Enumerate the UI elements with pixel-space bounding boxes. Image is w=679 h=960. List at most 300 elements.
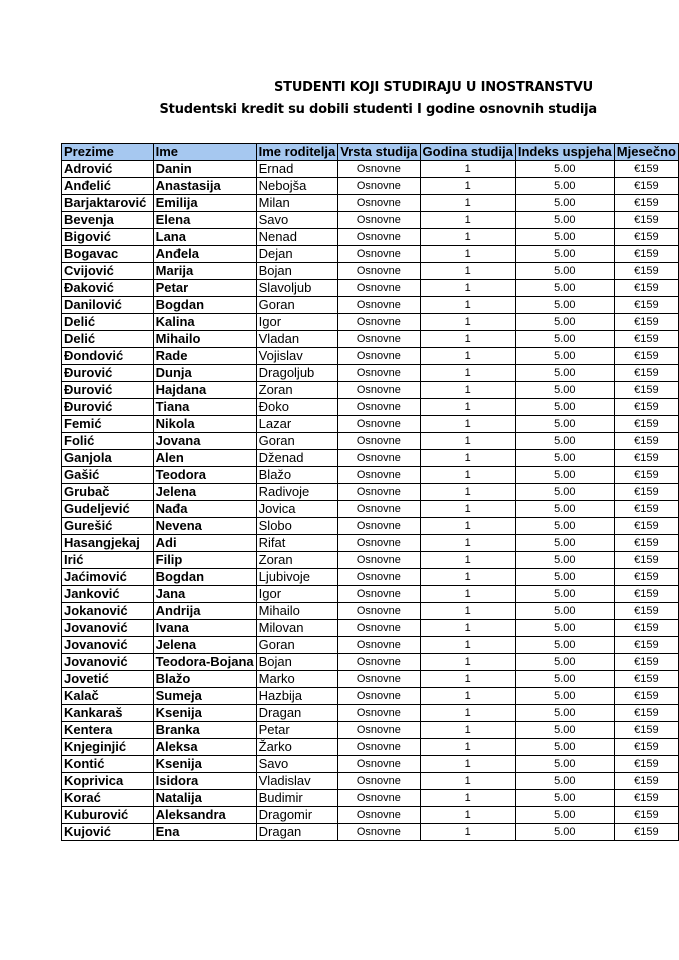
cell-ime: Aleksandra	[153, 807, 256, 824]
table-row	[62, 552, 679, 569]
table-row	[62, 807, 679, 824]
cell-prezime: Grubač	[62, 484, 154, 501]
cell-indeks-uspjeha: 5.00	[515, 314, 614, 331]
cell-vrsta-studija: Osnovne	[338, 229, 420, 246]
cell-mjesecno: €159	[614, 569, 678, 586]
cell-ime-roditelja: Ljubivoje	[256, 569, 338, 586]
cell-godina-studija: 1	[420, 467, 515, 484]
table-row	[62, 824, 679, 841]
cell-indeks-uspjeha: 5.00	[515, 161, 614, 178]
cell-godina-studija: 1	[420, 790, 515, 807]
cell-mjesecno: €159	[614, 331, 678, 348]
cell-ime: Dunja	[153, 365, 256, 382]
cell-ime: Isidora	[153, 773, 256, 790]
cell-mjesecno: €159	[614, 688, 678, 705]
cell-prezime: Đaković	[62, 280, 154, 297]
cell-ime-roditelja: Marko	[256, 671, 338, 688]
cell-prezime: Jovetić	[62, 671, 154, 688]
cell-mjesecno: €159	[614, 722, 678, 739]
cell-ime-roditelja: Milovan	[256, 620, 338, 637]
table-row	[62, 467, 679, 484]
cell-indeks-uspjeha: 5.00	[515, 433, 614, 450]
cell-mjesecno: €159	[614, 348, 678, 365]
cell-vrsta-studija: Osnovne	[338, 722, 420, 739]
table-row	[62, 484, 679, 501]
cell-ime-roditelja: Goran	[256, 433, 338, 450]
table-row	[62, 212, 679, 229]
cell-indeks-uspjeha: 5.00	[515, 790, 614, 807]
cell-vrsta-studija: Osnovne	[338, 807, 420, 824]
cell-ime-roditelja: Nenad	[256, 229, 338, 246]
cell-ime: Danin	[153, 161, 256, 178]
cell-ime: Lana	[153, 229, 256, 246]
cell-vrsta-studija: Osnovne	[338, 416, 420, 433]
cell-ime: Sumeja	[153, 688, 256, 705]
table-row	[62, 705, 679, 722]
cell-godina-studija: 1	[420, 365, 515, 382]
cell-indeks-uspjeha: 5.00	[515, 637, 614, 654]
cell-ime: Andrija	[153, 603, 256, 620]
cell-indeks-uspjeha: 5.00	[515, 280, 614, 297]
cell-indeks-uspjeha: 5.00	[515, 212, 614, 229]
cell-godina-studija: 1	[420, 518, 515, 535]
cell-ime: Ena	[153, 824, 256, 841]
cell-prezime: Jokanović	[62, 603, 154, 620]
cell-vrsta-studija: Osnovne	[338, 501, 420, 518]
cell-prezime: Kalač	[62, 688, 154, 705]
cell-ime-roditelja: Savo	[256, 756, 338, 773]
cell-godina-studija: 1	[420, 314, 515, 331]
cell-mjesecno: €159	[614, 552, 678, 569]
table-header-row	[62, 144, 679, 161]
cell-ime-roditelja: Bojan	[256, 654, 338, 671]
cell-godina-studija: 1	[420, 620, 515, 637]
cell-vrsta-studija: Osnovne	[338, 705, 420, 722]
document-subtitle: Studentski kredit su dobili studenti I godine osnovnih studija	[159, 102, 597, 117]
cell-prezime: Janković	[62, 586, 154, 603]
cell-godina-studija: 1	[420, 586, 515, 603]
table-row	[62, 178, 679, 195]
cell-ime: Bogdan	[153, 569, 256, 586]
cell-mjesecno: €159	[614, 807, 678, 824]
cell-indeks-uspjeha: 5.00	[515, 773, 614, 790]
students-table	[61, 143, 679, 841]
cell-vrsta-studija: Osnovne	[338, 518, 420, 535]
cell-mjesecno: €159	[614, 433, 678, 450]
cell-mjesecno: €159	[614, 416, 678, 433]
cell-mjesecno: €159	[614, 229, 678, 246]
column-header-vrsta-studija: Vrsta studija	[338, 144, 420, 161]
cell-vrsta-studija: Osnovne	[338, 535, 420, 552]
cell-godina-studija: 1	[420, 297, 515, 314]
cell-mjesecno: €159	[614, 365, 678, 382]
cell-mjesecno: €159	[614, 586, 678, 603]
table-row	[62, 722, 679, 739]
cell-ime: Ksenija	[153, 705, 256, 722]
cell-vrsta-studija: Osnovne	[338, 161, 420, 178]
cell-prezime: Hasangjekaj	[62, 535, 154, 552]
cell-vrsta-studija: Osnovne	[338, 399, 420, 416]
table-row	[62, 263, 679, 280]
cell-indeks-uspjeha: 5.00	[515, 688, 614, 705]
cell-ime-roditelja: Nebojša	[256, 178, 338, 195]
cell-mjesecno: €159	[614, 195, 678, 212]
cell-prezime: Đurović	[62, 399, 154, 416]
table-row	[62, 450, 679, 467]
cell-prezime: Jovanović	[62, 654, 154, 671]
document-title: STUDENTI KOJI STUDIRAJU U INOSTRANSTVU	[274, 80, 593, 95]
cell-mjesecno: €159	[614, 603, 678, 620]
cell-prezime: Delić	[62, 331, 154, 348]
table-row	[62, 756, 679, 773]
cell-vrsta-studija: Osnovne	[338, 382, 420, 399]
cell-ime-roditelja: Dragan	[256, 824, 338, 841]
cell-mjesecno: €159	[614, 212, 678, 229]
table-row	[62, 501, 679, 518]
cell-mjesecno: €159	[614, 790, 678, 807]
cell-godina-studija: 1	[420, 569, 515, 586]
cell-vrsta-studija: Osnovne	[338, 178, 420, 195]
column-header-godina-studija: Godina studija	[420, 144, 515, 161]
cell-vrsta-studija: Osnovne	[338, 195, 420, 212]
table-row	[62, 586, 679, 603]
column-header-ime: Ime	[153, 144, 256, 161]
cell-ime: Anastasija	[153, 178, 256, 195]
cell-prezime: Ganjola	[62, 450, 154, 467]
cell-ime: Jana	[153, 586, 256, 603]
column-header-prezime: Prezime	[62, 144, 154, 161]
cell-indeks-uspjeha: 5.00	[515, 467, 614, 484]
cell-godina-studija: 1	[420, 773, 515, 790]
cell-vrsta-studija: Osnovne	[338, 467, 420, 484]
cell-ime: Rade	[153, 348, 256, 365]
cell-godina-studija: 1	[420, 671, 515, 688]
cell-ime: Aleksa	[153, 739, 256, 756]
table-row	[62, 229, 679, 246]
cell-godina-studija: 1	[420, 824, 515, 841]
cell-vrsta-studija: Osnovne	[338, 297, 420, 314]
cell-ime-roditelja: Zoran	[256, 552, 338, 569]
cell-vrsta-studija: Osnovne	[338, 654, 420, 671]
table-row	[62, 535, 679, 552]
cell-prezime: Knjeginjić	[62, 739, 154, 756]
cell-godina-studija: 1	[420, 552, 515, 569]
cell-ime-roditelja: Dženad	[256, 450, 338, 467]
cell-indeks-uspjeha: 5.00	[515, 365, 614, 382]
cell-ime-roditelja: Dragoljub	[256, 365, 338, 382]
cell-godina-studija: 1	[420, 161, 515, 178]
cell-ime: Jelena	[153, 637, 256, 654]
cell-mjesecno: €159	[614, 739, 678, 756]
cell-godina-studija: 1	[420, 433, 515, 450]
cell-indeks-uspjeha: 5.00	[515, 807, 614, 824]
cell-godina-studija: 1	[420, 603, 515, 620]
cell-godina-studija: 1	[420, 484, 515, 501]
cell-prezime: Kankaraš	[62, 705, 154, 722]
cell-mjesecno: €159	[614, 620, 678, 637]
cell-vrsta-studija: Osnovne	[338, 824, 420, 841]
cell-ime-roditelja: Igor	[256, 586, 338, 603]
cell-mjesecno: €159	[614, 246, 678, 263]
cell-vrsta-studija: Osnovne	[338, 484, 420, 501]
cell-ime: Branka	[153, 722, 256, 739]
cell-vrsta-studija: Osnovne	[338, 365, 420, 382]
cell-prezime: Korać	[62, 790, 154, 807]
cell-godina-studija: 1	[420, 722, 515, 739]
cell-godina-studija: 1	[420, 399, 515, 416]
cell-ime: Nikola	[153, 416, 256, 433]
cell-prezime: Gašić	[62, 467, 154, 484]
cell-godina-studija: 1	[420, 246, 515, 263]
cell-ime: Ivana	[153, 620, 256, 637]
cell-vrsta-studija: Osnovne	[338, 603, 420, 620]
table-row	[62, 382, 679, 399]
table-row	[62, 569, 679, 586]
cell-vrsta-studija: Osnovne	[338, 433, 420, 450]
cell-vrsta-studija: Osnovne	[338, 790, 420, 807]
cell-ime: Adi	[153, 535, 256, 552]
cell-vrsta-studija: Osnovne	[338, 688, 420, 705]
table-row	[62, 637, 679, 654]
cell-indeks-uspjeha: 5.00	[515, 450, 614, 467]
cell-ime: Marija	[153, 263, 256, 280]
column-header-mjesecno: Mjesečno	[614, 144, 678, 161]
cell-mjesecno: €159	[614, 161, 678, 178]
cell-vrsta-studija: Osnovne	[338, 348, 420, 365]
cell-vrsta-studija: Osnovne	[338, 212, 420, 229]
cell-ime: Nevena	[153, 518, 256, 535]
cell-prezime: Bigović	[62, 229, 154, 246]
cell-indeks-uspjeha: 5.00	[515, 535, 614, 552]
cell-mjesecno: €159	[614, 450, 678, 467]
cell-godina-studija: 1	[420, 178, 515, 195]
cell-prezime: Jaćimović	[62, 569, 154, 586]
cell-godina-studija: 1	[420, 688, 515, 705]
cell-ime: Jelena	[153, 484, 256, 501]
cell-prezime: Bogavac	[62, 246, 154, 263]
table-row	[62, 773, 679, 790]
cell-godina-studija: 1	[420, 535, 515, 552]
cell-ime: Kalina	[153, 314, 256, 331]
cell-indeks-uspjeha: 5.00	[515, 671, 614, 688]
cell-vrsta-studija: Osnovne	[338, 671, 420, 688]
cell-mjesecno: €159	[614, 484, 678, 501]
cell-vrsta-studija: Osnovne	[338, 739, 420, 756]
cell-godina-studija: 1	[420, 654, 515, 671]
cell-ime-roditelja: Slobo	[256, 518, 338, 535]
cell-prezime: Koprivica	[62, 773, 154, 790]
cell-indeks-uspjeha: 5.00	[515, 586, 614, 603]
cell-ime-roditelja: Goran	[256, 637, 338, 654]
cell-mjesecno: €159	[614, 535, 678, 552]
cell-ime-roditelja: Žarko	[256, 739, 338, 756]
cell-indeks-uspjeha: 5.00	[515, 382, 614, 399]
cell-indeks-uspjeha: 5.00	[515, 484, 614, 501]
cell-ime-roditelja: Radivoje	[256, 484, 338, 501]
cell-prezime: Gurešić	[62, 518, 154, 535]
cell-indeks-uspjeha: 5.00	[515, 178, 614, 195]
cell-godina-studija: 1	[420, 416, 515, 433]
cell-prezime: Femić	[62, 416, 154, 433]
cell-ime: Anđela	[153, 246, 256, 263]
table-row	[62, 246, 679, 263]
cell-godina-studija: 1	[420, 348, 515, 365]
cell-indeks-uspjeha: 5.00	[515, 229, 614, 246]
cell-mjesecno: €159	[614, 705, 678, 722]
cell-indeks-uspjeha: 5.00	[515, 603, 614, 620]
cell-ime: Elena	[153, 212, 256, 229]
cell-mjesecno: €159	[614, 773, 678, 790]
cell-prezime: Jovanović	[62, 637, 154, 654]
cell-indeks-uspjeha: 5.00	[515, 263, 614, 280]
cell-godina-studija: 1	[420, 195, 515, 212]
cell-indeks-uspjeha: 5.00	[515, 552, 614, 569]
table-row	[62, 331, 679, 348]
cell-prezime: Kontić	[62, 756, 154, 773]
table-row	[62, 688, 679, 705]
table-row	[62, 671, 679, 688]
cell-godina-studija: 1	[420, 212, 515, 229]
cell-vrsta-studija: Osnovne	[338, 246, 420, 263]
cell-mjesecno: €159	[614, 518, 678, 535]
cell-godina-studija: 1	[420, 807, 515, 824]
cell-indeks-uspjeha: 5.00	[515, 722, 614, 739]
cell-ime-roditelja: Milan	[256, 195, 338, 212]
cell-godina-studija: 1	[420, 705, 515, 722]
cell-mjesecno: €159	[614, 824, 678, 841]
cell-godina-studija: 1	[420, 280, 515, 297]
cell-prezime: Bevenja	[62, 212, 154, 229]
cell-indeks-uspjeha: 5.00	[515, 246, 614, 263]
cell-ime: Ksenija	[153, 756, 256, 773]
cell-ime-roditelja: Zoran	[256, 382, 338, 399]
cell-ime: Mihailo	[153, 331, 256, 348]
cell-mjesecno: €159	[614, 637, 678, 654]
table-row	[62, 161, 679, 178]
cell-ime-roditelja: Vojislav	[256, 348, 338, 365]
table-row	[62, 365, 679, 382]
table-row	[62, 297, 679, 314]
cell-indeks-uspjeha: 5.00	[515, 331, 614, 348]
cell-godina-studija: 1	[420, 501, 515, 518]
cell-vrsta-studija: Osnovne	[338, 450, 420, 467]
cell-ime: Natalija	[153, 790, 256, 807]
cell-ime-roditelja: Dejan	[256, 246, 338, 263]
cell-indeks-uspjeha: 5.00	[515, 569, 614, 586]
cell-ime: Emilija	[153, 195, 256, 212]
cell-mjesecno: €159	[614, 399, 678, 416]
cell-mjesecno: €159	[614, 501, 678, 518]
cell-prezime: Kuburović	[62, 807, 154, 824]
cell-indeks-uspjeha: 5.00	[515, 756, 614, 773]
cell-vrsta-studija: Osnovne	[338, 263, 420, 280]
table-row	[62, 790, 679, 807]
cell-ime-roditelja: Petar	[256, 722, 338, 739]
cell-prezime: Cvijović	[62, 263, 154, 280]
cell-ime: Teodora-Bojana	[153, 654, 256, 671]
table-row	[62, 348, 679, 365]
cell-prezime: Irić	[62, 552, 154, 569]
cell-mjesecno: €159	[614, 756, 678, 773]
table-row	[62, 603, 679, 620]
cell-ime-roditelja: Lazar	[256, 416, 338, 433]
cell-ime-roditelja: Goran	[256, 297, 338, 314]
cell-ime-roditelja: Bojan	[256, 263, 338, 280]
cell-ime-roditelja: Mihailo	[256, 603, 338, 620]
table-row	[62, 399, 679, 416]
table-row	[62, 620, 679, 637]
cell-mjesecno: €159	[614, 314, 678, 331]
cell-indeks-uspjeha: 5.00	[515, 416, 614, 433]
cell-mjesecno: €159	[614, 263, 678, 280]
column-header-ime-roditelja: Ime roditelja	[256, 144, 338, 161]
cell-vrsta-studija: Osnovne	[338, 620, 420, 637]
cell-ime: Hajdana	[153, 382, 256, 399]
cell-ime: Jovana	[153, 433, 256, 450]
cell-vrsta-studija: Osnovne	[338, 773, 420, 790]
table-row	[62, 739, 679, 756]
cell-ime: Blažo	[153, 671, 256, 688]
cell-prezime: Adrović	[62, 161, 154, 178]
table-row	[62, 280, 679, 297]
table-row	[62, 654, 679, 671]
cell-indeks-uspjeha: 5.00	[515, 348, 614, 365]
cell-mjesecno: €159	[614, 382, 678, 399]
cell-mjesecno: €159	[614, 654, 678, 671]
cell-indeks-uspjeha: 5.00	[515, 195, 614, 212]
cell-ime-roditelja: Dragan	[256, 705, 338, 722]
table-body	[62, 161, 679, 841]
cell-vrsta-studija: Osnovne	[338, 637, 420, 654]
cell-ime: Bogdan	[153, 297, 256, 314]
cell-ime: Filip	[153, 552, 256, 569]
cell-vrsta-studija: Osnovne	[338, 756, 420, 773]
cell-ime: Alen	[153, 450, 256, 467]
cell-indeks-uspjeha: 5.00	[515, 654, 614, 671]
cell-ime-roditelja: Hazbija	[256, 688, 338, 705]
cell-vrsta-studija: Osnovne	[338, 586, 420, 603]
cell-prezime: Folić	[62, 433, 154, 450]
cell-godina-studija: 1	[420, 382, 515, 399]
cell-godina-studija: 1	[420, 756, 515, 773]
cell-godina-studija: 1	[420, 450, 515, 467]
cell-prezime: Đurović	[62, 382, 154, 399]
cell-godina-studija: 1	[420, 263, 515, 280]
cell-ime-roditelja: Đoko	[256, 399, 338, 416]
cell-ime: Teodora	[153, 467, 256, 484]
cell-ime-roditelja: Rifat	[256, 535, 338, 552]
cell-prezime: Kujović	[62, 824, 154, 841]
table-row	[62, 314, 679, 331]
cell-godina-studija: 1	[420, 739, 515, 756]
cell-vrsta-studija: Osnovne	[338, 331, 420, 348]
cell-ime-roditelja: Vladan	[256, 331, 338, 348]
cell-prezime: Jovanović	[62, 620, 154, 637]
cell-mjesecno: €159	[614, 178, 678, 195]
cell-godina-studija: 1	[420, 331, 515, 348]
cell-mjesecno: €159	[614, 280, 678, 297]
cell-ime: Petar	[153, 280, 256, 297]
cell-ime-roditelja: Ernad	[256, 161, 338, 178]
cell-ime-roditelja: Savo	[256, 212, 338, 229]
cell-prezime: Kentera	[62, 722, 154, 739]
cell-prezime: Đurović	[62, 365, 154, 382]
cell-ime-roditelja: Budimir	[256, 790, 338, 807]
cell-indeks-uspjeha: 5.00	[515, 297, 614, 314]
cell-indeks-uspjeha: 5.00	[515, 705, 614, 722]
cell-mjesecno: €159	[614, 671, 678, 688]
cell-vrsta-studija: Osnovne	[338, 552, 420, 569]
